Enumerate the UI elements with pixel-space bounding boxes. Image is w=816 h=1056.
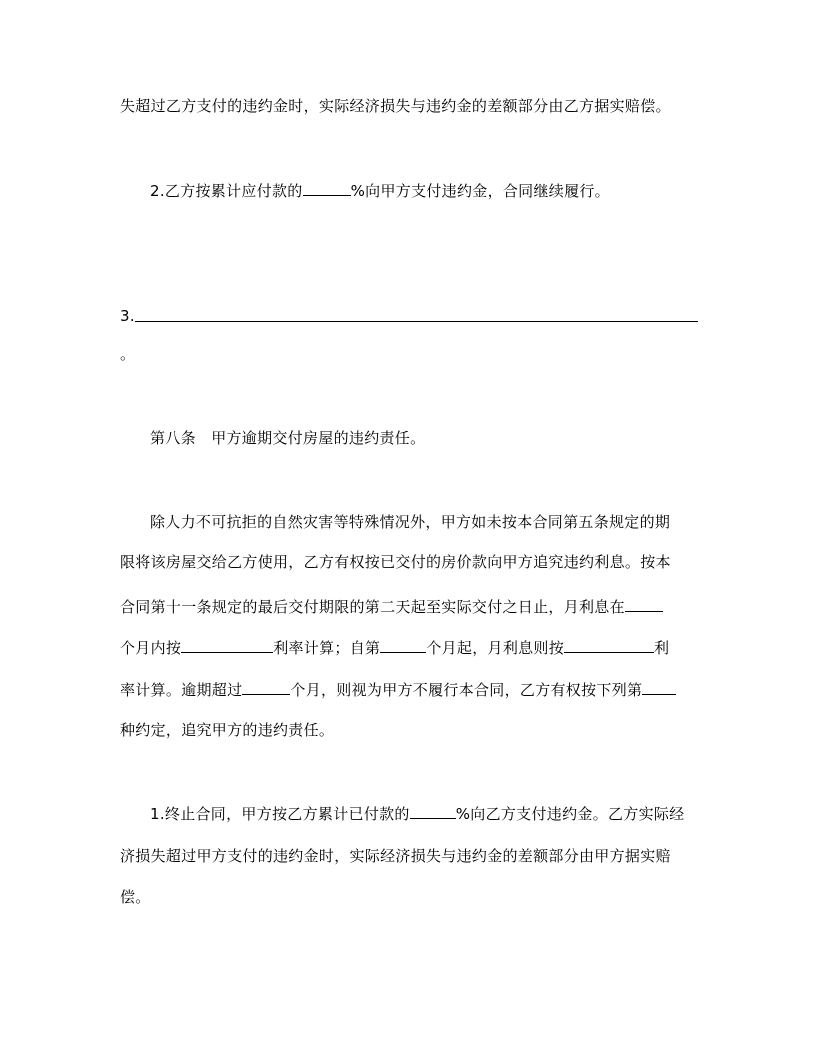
paragraph-4-line-4 <box>120 637 669 658</box>
refund-percent-blank[interactable] <box>410 803 456 819</box>
paragraph-4-text-d: 利 <box>654 639 670 657</box>
month-start-blank[interactable] <box>380 637 426 653</box>
paragraph-4-text-f: 个月，则视为甲方不履行本合同，乙方有权按下列第 <box>290 681 643 699</box>
paragraph-4-text-a: 个月内按 <box>120 639 182 657</box>
paragraph-4-line-6: 种约定，追究甲方的违约责任。 <box>120 721 335 739</box>
option-number-blank[interactable] <box>642 679 676 695</box>
paragraph-4-line-3-text: 合同第十一条规定的最后交付期限的第二天起至实际交付之日止，月利息在 <box>120 598 625 616</box>
article-8-heading: 第八条 甲方逾期交付房屋的违约责任。 <box>150 429 426 447</box>
paragraph-4-text-b: 利率计算；自第 <box>273 639 381 657</box>
clause-3-end: 。 <box>120 345 136 363</box>
paragraph-1-line-1: 失超过乙方支付的违约金时，实际经济损失与违约金的差额部分由乙方据实赔偿。 <box>120 97 671 115</box>
paragraph-4-line-3 <box>120 596 663 617</box>
paragraph-5-text-a: 1.终止合同，甲方按乙方累计已付款的 <box>150 805 410 823</box>
paragraph-2-line-1 <box>150 180 610 201</box>
paragraph-4-text-c: 个月起，月利息则按 <box>426 639 565 657</box>
interest-rate-blank-1[interactable] <box>181 637 273 653</box>
overdue-months-blank[interactable] <box>242 679 290 695</box>
paragraph-2-text-a: 2.乙方按累计应付款的 <box>150 182 303 200</box>
paragraph-5-line-1 <box>150 803 684 824</box>
paragraph-5-line-3: 偿。 <box>120 888 151 906</box>
interest-rate-blank-2[interactable] <box>564 637 654 653</box>
paragraph-5-text-b: %向乙方支付违约金。乙方实际经 <box>455 805 685 823</box>
paragraph-4-line-1: 除人力不可抗拒的自然灾害等特殊情况外，甲方如未按本合同第五条规定的期 <box>150 513 671 531</box>
clause-3-number: 3. <box>120 307 135 325</box>
paragraph-4-line-2: 限将该房屋交给乙方使用，乙方有权按已交付的房价款向甲方追究违约利息。按本 <box>120 553 671 571</box>
paragraph-5-line-2: 济损失超过甲方支付的违约金时，实际经济损失与违约金的差额部分由甲方据实赔 <box>120 847 671 865</box>
paragraph-4-line-5 <box>120 679 676 700</box>
paragraph-2-text-b: %向甲方支付违约金，合同继续履行。 <box>350 182 610 200</box>
months-blank[interactable] <box>625 596 663 612</box>
clause-3-blank-line[interactable] <box>135 321 698 322</box>
paragraph-4-text-e: 率计算。逾期超过 <box>120 681 243 699</box>
percent-blank[interactable] <box>303 180 351 196</box>
